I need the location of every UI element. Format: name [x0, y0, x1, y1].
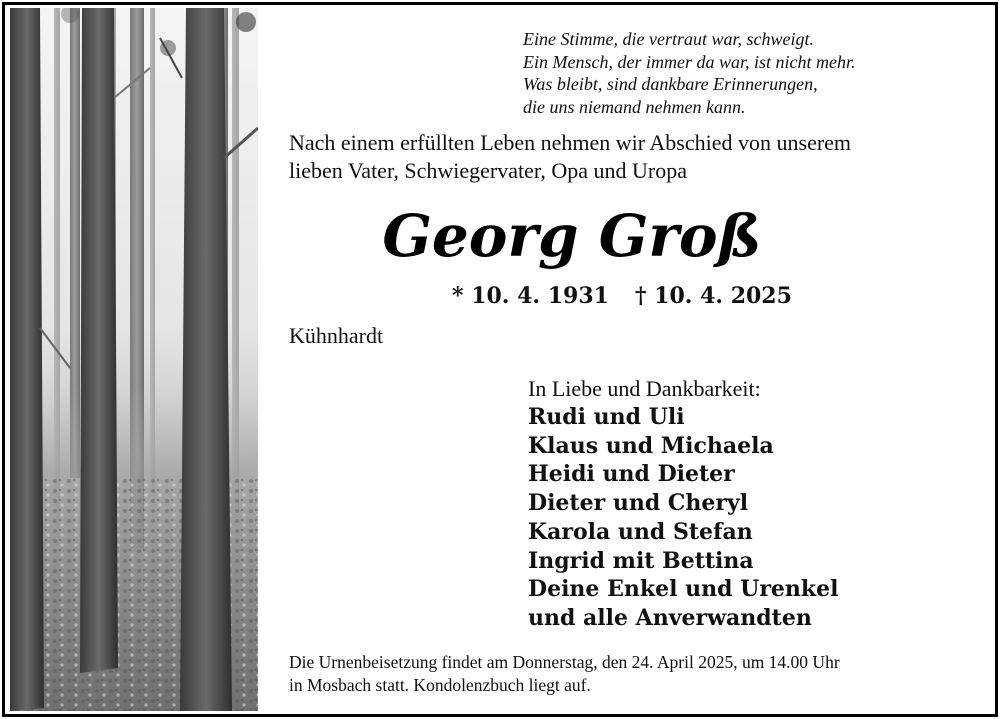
mourners-list — [528, 374, 968, 633]
birth-date: * 10. 4. 1931 — [452, 283, 609, 309]
poem-line: Eine Stimme, die vertraut war, schweigt. — [523, 29, 814, 49]
mourner-name: Ingrid mit Bettina — [528, 547, 754, 574]
mourner-name: Dieter und Cheryl — [528, 490, 749, 517]
mourner-name: und alle Anverwandten — [528, 604, 812, 631]
death-date: † 10. 4. 2025 — [634, 283, 792, 309]
poem-line: Ein Mensch, der immer da war, ist nicht mehr. — [523, 51, 856, 72]
mourner-name: Klaus und Michaela — [528, 432, 774, 459]
mourners-lead: In Liebe und Dankbarkeit: — [528, 376, 761, 401]
poem — [523, 28, 983, 118]
hometown: Kühnhardt — [289, 323, 384, 348]
mourner-name: Deine Enkel und Urenkel — [528, 576, 839, 603]
mourner-name: Heidi und Dieter — [528, 461, 735, 488]
notice-line: Die Urnenbeisetzung findet am Donnerstag, den 24. April 2025, um 14.00 Uhr — [289, 652, 840, 672]
funeral-notice — [289, 651, 989, 697]
intro-line: lieben Vater, Schwiegervater, Opa und Uropa — [289, 158, 687, 183]
intro-text — [289, 129, 989, 185]
mourner-name: Rudi und Uli — [528, 404, 685, 430]
forest-photo — [10, 8, 258, 711]
intro-line: Nach einem erfüllten Leben nehmen wir Abschied von unserem — [289, 130, 852, 155]
poem-line: die uns niemand nehmen kann. — [523, 96, 746, 117]
poem-line: Was bleibt, sind dankbare Erinnerungen, — [523, 74, 818, 94]
deceased-name: Georg Groß — [382, 202, 762, 270]
notice-line: in Mosbach statt. Kondolenzbuch liegt auf. — [289, 675, 591, 695]
mourner-name: Karola und Stefan — [528, 518, 753, 545]
life-dates — [452, 281, 852, 311]
